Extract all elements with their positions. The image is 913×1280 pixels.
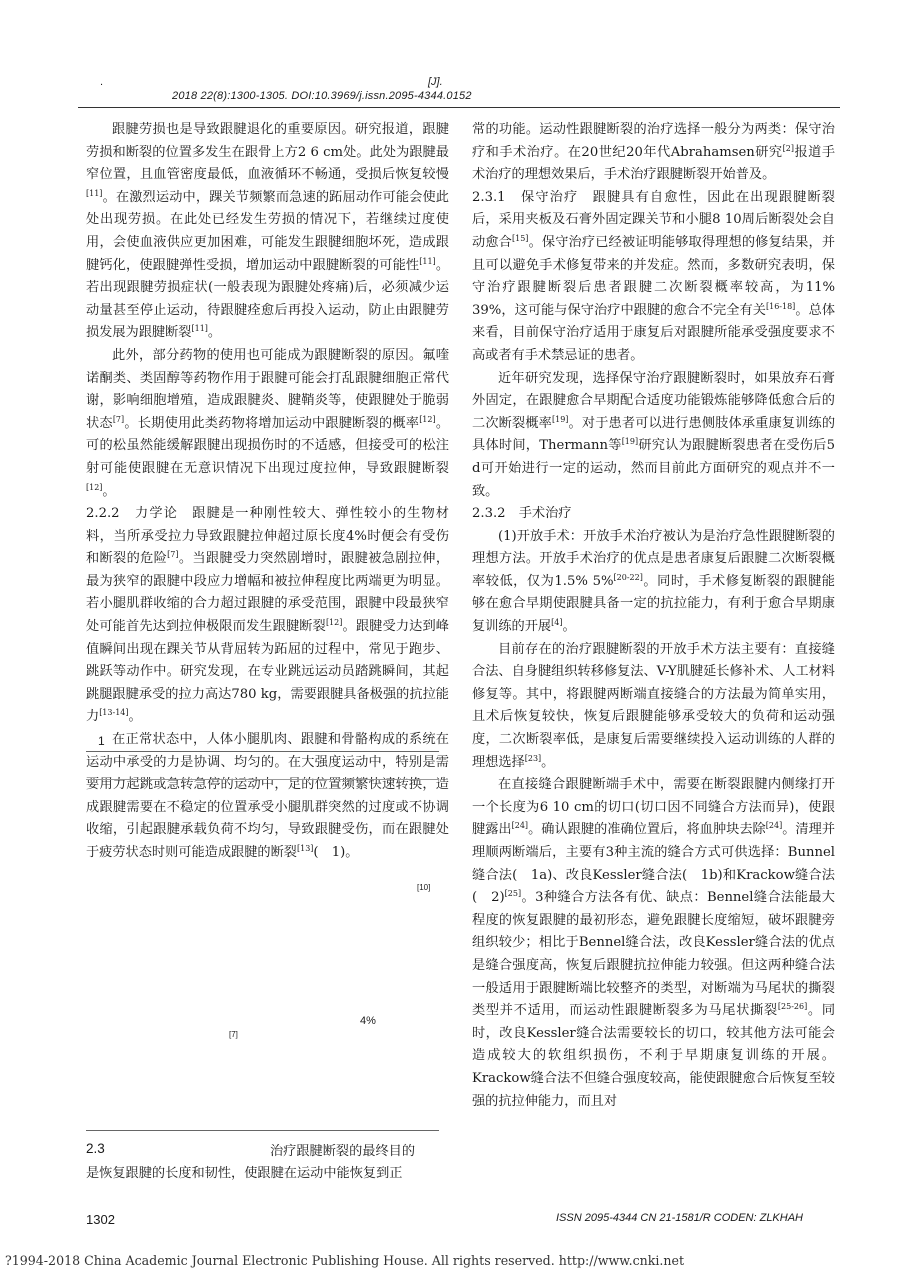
paragraph: (1)开放手术：开放手术治疗被认为是治疗急性跟腱断裂的理想方法。开放手术治疗的优点是患者康复后跟腱二次断裂概率较低，仅为1.5% 5%[20-22]。同时，手术修复断裂的跟腱能够在愈合早期使跟腱具备一定的抗拉能力，有利于愈合早期康复训练的开展[4]。 xyxy=(472,528,835,635)
journal-tag: [J]. xyxy=(428,76,443,88)
subsection-paragraph: 2.3.1 保守治疗 跟腱具有自愈性，因此在出现跟腱断裂后，采用夹板及石膏外固定踝关节和小腿8 10周后断裂处会自动愈合[15]。保守治疗已经被证明能够取得理想的修复结果，并且可以避免手术修复带来的并发症。然而，多数研究表明，保守治疗跟腱断裂后患者跟腱二次断裂概率较高，为11% 39%，这可能与保守治疗中跟腱的愈合不完全有关[16-18]。总体来看，目前保守治疗适用于康复后对跟腱所能承受强度要求不高或者有手术禁忌证的患者。 xyxy=(472,189,836,363)
figure-top-rule xyxy=(86,751,439,752)
figure-label: 1 xyxy=(98,734,105,748)
citation-line: 2018 22(8):1300-1305. DOI:10.3969/j.issn.2095-4344.0152 xyxy=(172,90,472,102)
subsection-heading: 2.3.2 手术治疗 xyxy=(472,506,572,522)
header-rule xyxy=(78,107,840,108)
figure-value: 4% xyxy=(360,1015,376,1027)
issn-line: ISSN 2095-4344 CN 21-1581/R CODEN: ZLKHAH xyxy=(556,1212,803,1224)
paragraph: 跟腱劳损也是导致跟腱退化的重要原因。研究报道，跟腱劳损和断裂的位置多发生在跟骨上方2 6 cm处。此处为跟腱最窄位置，且血管密度最低，血液循环不畅通，受损后恢复较慢[11]。在激烈运动中，踝关节频繁而急速的跖屈动作可能会使此处出现劳损。在此处已经发生劳损的情况下，若继续过度使用，会使血液供应更加困难，可能发生跟腱细胞坏死，造成跟腱钙化，使跟腱弹性受损，增加运动中跟腱断裂的可能性[11]。若出现跟腱劳损症状(一般表现为跟腱处疼痛)后，必须减少运动量甚至停止运动，待跟腱痊愈后再投入运动，防止由跟腱劳损发展为跟腱断裂[11]。 xyxy=(86,122,450,341)
right-column xyxy=(472,119,835,1113)
header-dot: . xyxy=(100,76,104,88)
figure-ref: [10] xyxy=(417,883,431,892)
left-column xyxy=(86,119,449,865)
section-number: 2.3 xyxy=(86,1141,105,1156)
page-number: 1302 xyxy=(86,1212,115,1227)
figure-bottom-rule xyxy=(86,1130,439,1131)
paragraph: 在直接缝合跟腱断端手术中，需要在断裂跟腱内侧缘打开一个长度为6 10 cm的切口(切口因不同缝合方法而异)，使跟腱露出[24]。确认跟腱的准确位置后，将血肿块去除[24]。清理并理顺两断端后，主要有3种主流的缝合方式可供选择：Bunnel缝合法( 1a)、改良Kessler缝合法( 1b)和Krackow缝合法( 2)[25]。3种缝合方法各有优、缺点：Bennel缝合法能最大程度的恢复跟腱的最初形态，避免跟腱长度缩短，破坏跟腱旁组织较少；相比于Bennel缝合法，改良Kessler缝合法的优点是缝合强度高，恢复后跟腱抗拉伸能力较强。但这两种缝合法一般适用于跟腱断端比较整齐的类型，对断端为马尾状的撕裂类型并不适用，而运动性跟腱断裂多为马尾状撕裂[25-26]。同时，改良Kessler缝合法需要较长的切口，较其他方法可能会造成较大的软组织损伤，不利于早期康复训练的开展。Krackow缝合法不但缝合强度较高，能使跟腱愈合后恢复至较强的抗拉伸能力，而且对 xyxy=(472,777,836,1109)
paragraph: 近年研究发现，选择保守治疗跟腱断裂时，如果放弃石膏外固定，在跟腱愈合早期配合适度功能锻炼能够降低愈合后的二次断裂概率[19]。对于患者可以进行患侧肢体承重康复训练的具体时间，Thermann等[19]研究认为跟腱断裂患者在受伤后5 d可开始进行一定的运动，然而目前此方面研究的观点并不一致。 xyxy=(472,370,836,499)
copyright-line: ?1994-2018 China Academic Journal Electronic Publishing House. All rights reserved. http://www.cnki.net xyxy=(5,1253,685,1268)
paragraph: 常的功能。运动性跟腱断裂的治疗选择一般分为两类：保守治疗和手术治疗。在20世纪20年代Abrahamsen研究[2]报道手术治疗的理想效果后，手术治疗跟腱断裂开始普及。 xyxy=(472,122,836,183)
figure-header-rule xyxy=(86,779,439,780)
paragraph: 此外，部分药物的使用也可能成为跟腱断裂的原因。氟喹诺酮类、类固醇等药物作用于跟腱可能会打乱跟腱细胞正常代谢，影响细胞增殖，造成跟腱炎、腱鞘炎等，使跟腱处于脆弱状态[7]。长期使用此类药物将增加运动中跟腱断裂的概率[12]。可的松虽然能缓解跟腱出现损伤时的不适感，但接受可的松注射可能使跟腱在无意识情况下出现过度拉伸，导致跟腱断裂[12]。 xyxy=(86,347,450,499)
subsection-paragraph: 2.2.2 力学论 跟腱是一种刚性较大、弹性较小的生物材料，当所承受拉力导致跟腱拉伸超过原长度4%时便会有受伤和断裂的危险[7]。当跟腱受力突然剧增时，跟腱被急剧拉伸，最为狭窄的跟腱中段应力增幅和被拉伸程度比两端更为明显。若小腿肌群收缩的合力超过跟腱的承受范围，跟腱中段最狭窄处可能首先达到拉伸极限而发生跟腱断裂[12]。跟腱受力达到峰值瞬间出现在踝关节从背屈转为跖屈的过程中，常见于跑步、跳跃等动作中。研究发现，在专业跳远运动员踏跳瞬间，其起跳腿跟腱承受的拉力高达780 kg，需要跟腱具备极强的抗拉能力[13-14]。 xyxy=(86,506,450,725)
section-title: 治疗跟腱断裂的最终目的 xyxy=(270,1144,416,1159)
paragraph: 在正常状态中，人体小腿肌肉、跟腱和骨骼构成的系统在运动中承受的力是协调、均匀的。在大强度运动中，特别是需要用力起跳或急转急停的运动中，足的位置频繁快速转换，造成跟腱需要在不稳定的位置承受小腿肌群突然的过度或不协调收缩，引起跟腱承载负荷不均匀，导致跟腱受伤，而在跟腱处于疲劳状态时则可能造成跟腱的断裂[13]( 1)。 xyxy=(86,732,449,860)
paragraph: 目前存在的治疗跟腱断裂的开放手术方法主要有：直接缝合法、自身腱组织转移修复法、V-Y肌腱延长修补术、人工材料修复等。其中，将跟腱两断端直接缝合的方法最为简单实用，且术后恢复较快，恢复后跟腱能够承受较大的负荷和运动强度，二次断裂率低，是康复后需要继续投入运动训练的人群的理想选择[23]。 xyxy=(472,641,835,770)
figure-ref: [7] xyxy=(229,1030,238,1039)
section-body: 是恢复跟腱的长度和韧性，使跟腱在运动中能恢复到正 xyxy=(86,1166,403,1181)
